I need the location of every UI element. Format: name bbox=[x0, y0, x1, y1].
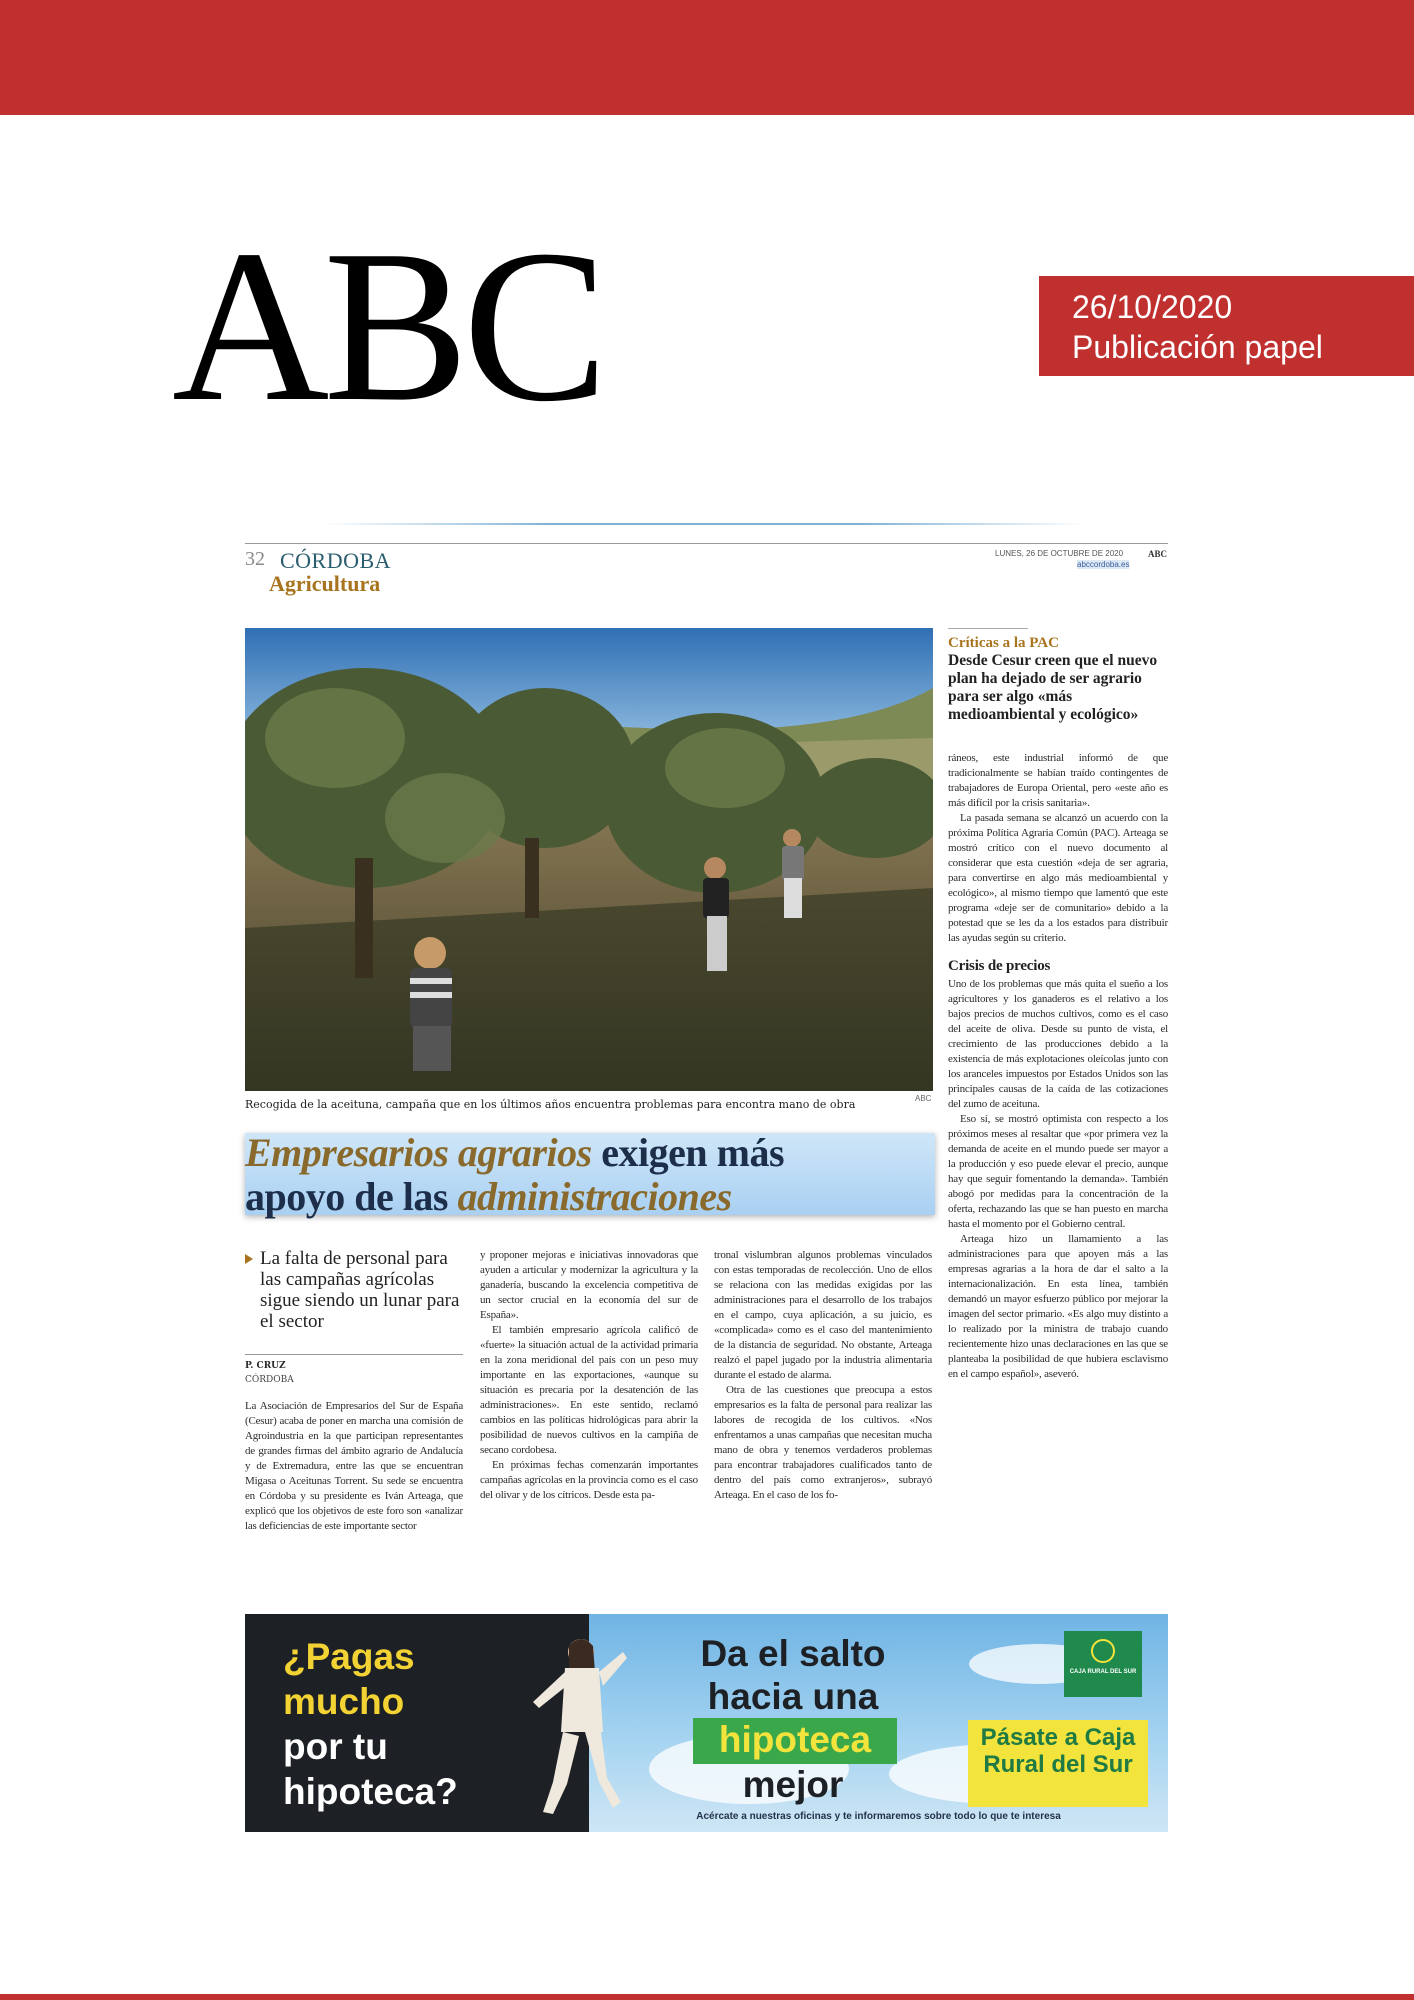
photo-caption: Recogida de la aceituna, campaña que en los últimos años encuentra problemas para encontra mano de obra bbox=[245, 1098, 856, 1111]
paragraph: ráneos, este industrial informó de que tradicionalmente se habían traído contingentes de trabajadores de Europa Oriental, pero «este año es más difícil por la crisis sanitaria». bbox=[948, 752, 1168, 809]
paragraph: Eso sí, se mostró optimista con respecto a los próximos meses al resaltar que «por primera vez la demanda de aceite en el mundo puede ser mayor a la producción y eso puede elevar el precio, aunque hay que seguir fomentando la demanda». También abogó por medidas para la concentración de la oferta, rechazando las que se han puesto en marcha hasta el momento por el Gobierno central. bbox=[948, 1113, 1168, 1230]
ad-mid-line-1: Da el salto bbox=[700, 1633, 886, 1674]
paragraph: La Asociación de Empresarios del Sur de España (Cesur) acaba de poner en marcha una comisión de Agroindustria en la que participan representantes de grandes firmas del ámbito agrario de Andalucía y de Extremadura, entre las que se encuentran Migasa o Aceitunas Torrent. Su sede se encuentra en Córdoba y su presidente es Iván Arteaga, que explicó que los objetivos de este foro son «analizar las deficiencias de este importante sector bbox=[245, 1400, 463, 1532]
deck-text: La falta de personal para las campañas agrícolas sigue siendo un lunar para el sector bbox=[260, 1248, 460, 1332]
bank-logo-text: CAJA RURAL DEL SUR bbox=[1069, 1669, 1137, 1675]
ad-cta-box[interactable]: Pásate a Caja Rural del Sur bbox=[968, 1720, 1148, 1807]
subsection-title: Agricultura bbox=[269, 571, 381, 596]
bottom-red-rule bbox=[0, 1994, 1414, 2000]
jumping-woman-illustration bbox=[523, 1632, 633, 1822]
paragraph: y proponer mejoras e iniciativas innovadoras que ayuden a articular y modernizar la agricultura y la ganadería, buscando la excelencia competitiva de un sector crucial en la economía del sur de España». bbox=[480, 1249, 698, 1321]
headline-text-2: apoyo de las bbox=[245, 1174, 458, 1219]
article-column-2 bbox=[480, 1248, 698, 1503]
headline-italic-2: administraciones bbox=[457, 1174, 732, 1219]
byline-place: CÓRDOBA bbox=[245, 1375, 294, 1385]
headline-line-2 bbox=[245, 1175, 732, 1219]
paragraph: tronal vislumbran algunos problemas vinculados con estas temporadas de recolección. Uno de ellos se relaciona con las medidas exigidas por las administraciones para el desarrollo de los trabajos en el campo, cuya aplicación, a su juicio, es «complicada» como es el caso del mantenimiento de la distancia de seguridad. No obstante, Arteaga realzó el papel jugado por la industria alimentaria durante el estado de alarma. bbox=[714, 1249, 932, 1381]
headline-italic-1: Empresarios agrarios bbox=[245, 1130, 592, 1175]
byline-author: P. CRUZ bbox=[245, 1361, 286, 1371]
ad-left-line-4: hipoteca? bbox=[283, 1771, 458, 1812]
paragraph: Arteaga hizo un llamamiento a las administraciones para que apoyen más a las empresas agrarias a la hora de dar el salto a la internacionalización. En esta línea, también demandó un mayor esfuerzo público por mejorar la imagen del sector primario. «Es algo muy distinto a lo realizado por la ministra de trabajo cuando recientemente hizo unas declaraciones en las que se planteaba la posibilidad de que hubiera esclavismo en el campo español», aseveró. bbox=[948, 1233, 1168, 1380]
headline-line-1 bbox=[245, 1131, 784, 1175]
subheading: Crisis de precios bbox=[948, 958, 1051, 974]
paragraph: Otra de las cuestiones que preocupa a estos empresarios es la falta de personal para realizar las labores de recogida de los cultivos. «Nos enfrentamos a unas campañas que necesitan mucha mano de obra y tenemos verdaderos problemas para encontrar trabajadores cualificados tanto de dentro del país como extranjeros», subrayó Arteaga. En el caso de los fo- bbox=[714, 1384, 932, 1501]
paragraph: El también empresario agrícola calificó de «fuerte» la situación actual de la actividad primaria en la zona meridional del país con un peso muy importante en las exportaciones, «aunque su situación es precaria por la desatención de las administraciones». En este sentido, reclamó cambios en las políticas hidrológicas para abrir la posibilidad de nuevos cultivos en la campiña de secano cordobesa. bbox=[480, 1324, 698, 1456]
byline-rule bbox=[245, 1354, 463, 1355]
section-title: CÓRDOBA bbox=[280, 548, 392, 573]
ad-mid-line-3: mejor bbox=[742, 1764, 844, 1805]
page-date: LUNES, 26 DE OCTUBRE DE 2020 bbox=[995, 549, 1124, 558]
sidebox-kicker: Críticas a la PAC bbox=[948, 635, 1059, 651]
date-badge bbox=[1039, 276, 1414, 376]
header-rule bbox=[245, 543, 1168, 544]
ad-mid-line-2: hacia una bbox=[707, 1676, 879, 1717]
paragraph: En próximas fechas comenzarán importantes campañas agrícolas en la provincia como es el caso del olivar y de los cítricos. Desde esta pa- bbox=[480, 1459, 698, 1501]
olive-harvest-photo bbox=[245, 628, 933, 1091]
publication-type: Publicación papel bbox=[1072, 329, 1323, 365]
article-column-3 bbox=[714, 1248, 932, 1503]
paragraph: Uno de los problemas que más quita el sueño a los agricultores y los ganaderos es el relativo a los bajos precios de muchos cultivos, como es el caso del aceite de oliva. Desde su punto de vista, el crecimiento de las producciones debido a la existencia de más explotaciones oleícolas junto con los aranceles impuestos por Estados Unidos son las principales causas de la caída de las cotizaciones del zumo de aceituna. bbox=[948, 978, 1168, 1110]
sidebox-text: Desde Cesur creen que el nuevo plan ha dejado de ser agrario para ser algo «más medioambiental y ecológico» bbox=[948, 652, 1158, 723]
ad-highlight: hipoteca bbox=[693, 1718, 897, 1764]
bullet-triangle-icon bbox=[245, 1254, 253, 1264]
bank-logo bbox=[1064, 1631, 1142, 1697]
article-column-4 bbox=[948, 751, 1168, 1382]
page-brand: ABC bbox=[1148, 549, 1168, 559]
ad-left-line-1: ¿Pagas bbox=[283, 1636, 415, 1677]
newspaper-clipping bbox=[245, 518, 1168, 1838]
ad-left-line-2: mucho bbox=[283, 1681, 405, 1722]
page-number: 32 bbox=[245, 548, 265, 570]
ad-middle-copy bbox=[678, 1632, 908, 1718]
ad-footer-text: Acércate a nuestras oficinas y te informaremos sobre todo lo que te interesa bbox=[696, 1811, 1061, 1822]
article-headline bbox=[245, 1130, 935, 1219]
bank-emblem-icon bbox=[1091, 1639, 1115, 1663]
mortgage-advertisement[interactable] bbox=[245, 1614, 1168, 1832]
photo-credit: ABC bbox=[915, 1094, 932, 1103]
top-rule bbox=[325, 523, 1085, 525]
ad-left-line-3: por tu bbox=[283, 1726, 388, 1767]
page-website: abccordoba.es bbox=[1077, 560, 1130, 569]
paragraph: La pasada semana se alcanzó un acuerdo con la próxima Política Agraria Común (PAC). Arteaga se mostró crítico con el nuevo documento al considerar que esta cuestión «deja de ser agraria, para convertirse en algo más medioambiental y ecológico», al mismo tiempo que lamentó que este programa «deje ser de comunitario» debido a la potestad que se les da a los estados para distribuir las ayudas según su criterio. bbox=[948, 812, 1168, 944]
photo-illustration bbox=[245, 628, 933, 1091]
article-column-1 bbox=[245, 1399, 463, 1534]
top-red-bar bbox=[0, 0, 1414, 115]
headline-text-1: exigen más bbox=[591, 1130, 785, 1175]
abc-logo: ABC bbox=[172, 206, 603, 447]
publication-date: 26/10/2020 bbox=[1072, 289, 1233, 325]
sidebox-rule bbox=[948, 628, 1028, 629]
ad-left-copy bbox=[283, 1634, 458, 1814]
